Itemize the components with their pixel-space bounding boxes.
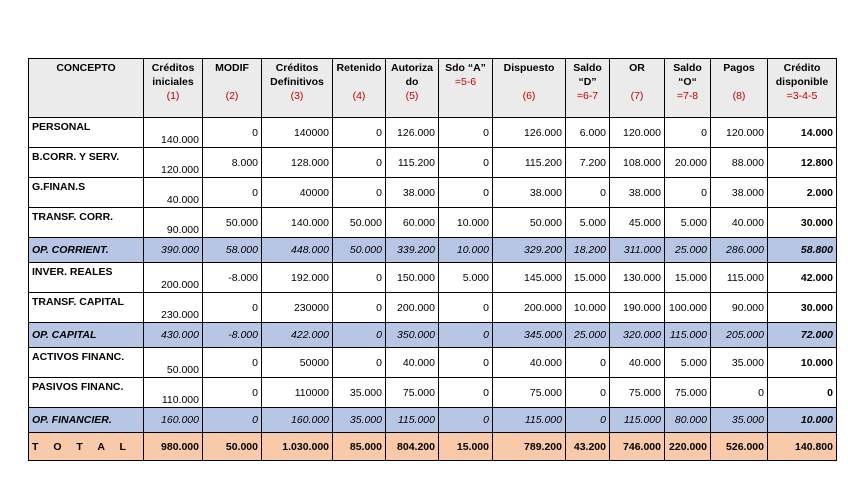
table-cell: 0 bbox=[768, 378, 837, 408]
table-cell: 30.000 bbox=[768, 293, 837, 323]
table-cell: 230000 bbox=[262, 293, 333, 323]
table-row bbox=[29, 148, 837, 178]
table-cell: -8.000 bbox=[203, 323, 262, 348]
table-cell: 140.800 bbox=[768, 433, 837, 461]
row-concept: PASIVOS FINANC. bbox=[29, 378, 144, 408]
table-cell: 230.000 bbox=[144, 293, 203, 323]
row-concept: B.CORR. Y SERV. bbox=[29, 148, 144, 178]
table-row bbox=[29, 378, 837, 408]
table-cell: 90.000 bbox=[144, 208, 203, 238]
table-cell: 0 bbox=[439, 293, 493, 323]
table-cell: 10.000 bbox=[768, 408, 837, 433]
table-cell: 311.000 bbox=[610, 238, 665, 263]
table-cell: 10.000 bbox=[439, 238, 493, 263]
column-header-title: MODIF bbox=[215, 62, 249, 74]
table-cell: 345.000 bbox=[493, 323, 566, 348]
table-cell: 0 bbox=[566, 348, 610, 378]
table-cell: 6.000 bbox=[566, 118, 610, 148]
table-cell: 40.000 bbox=[386, 348, 439, 378]
table-cell: 160.000 bbox=[144, 408, 203, 433]
table-cell: 200.000 bbox=[144, 263, 203, 293]
table-cell: 100.000 bbox=[665, 293, 711, 323]
table-cell: 448.000 bbox=[262, 238, 333, 263]
column-header-code: (5) bbox=[405, 90, 419, 102]
table-cell: 126.000 bbox=[493, 118, 566, 148]
table-cell: 0 bbox=[333, 148, 386, 178]
table-cell: 45.000 bbox=[610, 208, 665, 238]
table-cell: 15.000 bbox=[566, 263, 610, 293]
column-header-code: =7-8 bbox=[676, 90, 699, 102]
table-cell: 35.000 bbox=[333, 408, 386, 433]
table-cell: 115.000 bbox=[610, 408, 665, 433]
table-cell: 50.000 bbox=[333, 238, 386, 263]
table-cell: 0 bbox=[439, 178, 493, 208]
row-concept: ACTIVOS FINANC. bbox=[29, 348, 144, 378]
table-cell: 40000 bbox=[262, 178, 333, 208]
table-cell: 320.000 bbox=[610, 323, 665, 348]
table-cell: 75.000 bbox=[610, 378, 665, 408]
table-cell: 0 bbox=[203, 348, 262, 378]
table-cell: 526.000 bbox=[711, 433, 768, 461]
column-header bbox=[610, 59, 665, 118]
table-cell: 80.000 bbox=[665, 408, 711, 433]
table-cell: 980.000 bbox=[144, 433, 203, 461]
table-cell: 50.000 bbox=[333, 208, 386, 238]
row-concept: TRANSF. CAPITAL bbox=[29, 293, 144, 323]
table-cell: 40.000 bbox=[493, 348, 566, 378]
table-cell: 190.000 bbox=[610, 293, 665, 323]
total-row bbox=[29, 433, 837, 461]
table-cell: 58.800 bbox=[768, 238, 837, 263]
table-cell: 150.000 bbox=[386, 263, 439, 293]
column-header-code: (7) bbox=[630, 90, 644, 102]
column-header-title: Créditos iniciales bbox=[151, 62, 195, 88]
table-cell: 75.000 bbox=[493, 378, 566, 408]
table-cell: 120.000 bbox=[144, 148, 203, 178]
table-cell: 35.000 bbox=[711, 408, 768, 433]
table-cell: 0 bbox=[665, 178, 711, 208]
row-concept: G.FINAN.S bbox=[29, 178, 144, 208]
row-concept: TRANSF. CORR. bbox=[29, 208, 144, 238]
table-cell: 0 bbox=[439, 148, 493, 178]
table-cell: 108.000 bbox=[610, 148, 665, 178]
table-cell: 15.000 bbox=[665, 263, 711, 293]
column-header bbox=[665, 59, 711, 118]
table-cell: 120.000 bbox=[610, 118, 665, 148]
table-cell: 0 bbox=[203, 118, 262, 148]
table-cell: 10.000 bbox=[566, 293, 610, 323]
table-cell: 35.000 bbox=[711, 348, 768, 378]
table-cell: 0 bbox=[439, 348, 493, 378]
table-cell: 50.000 bbox=[203, 208, 262, 238]
table-cell: 192.000 bbox=[262, 263, 333, 293]
table-cell: 329.200 bbox=[493, 238, 566, 263]
table-cell: 430.000 bbox=[144, 323, 203, 348]
table-cell: 115.000 bbox=[493, 408, 566, 433]
table-cell: 115.000 bbox=[665, 323, 711, 348]
table-cell: 58.000 bbox=[203, 238, 262, 263]
table-cell: 0 bbox=[333, 178, 386, 208]
table-cell: 0 bbox=[333, 323, 386, 348]
table-cell: 746.000 bbox=[610, 433, 665, 461]
table-cell: 130.000 bbox=[610, 263, 665, 293]
column-header bbox=[566, 59, 610, 118]
table-row bbox=[29, 263, 837, 293]
column-header-title: Autoriza do bbox=[391, 62, 433, 88]
table-cell: 15.000 bbox=[439, 433, 493, 461]
table-cell: 0 bbox=[203, 408, 262, 433]
column-header-title: CONCEPTO bbox=[56, 62, 116, 74]
table-cell: 8.000 bbox=[203, 148, 262, 178]
table-row bbox=[29, 293, 837, 323]
column-header bbox=[711, 59, 768, 118]
column-header-title: Saldo “O“ bbox=[673, 62, 702, 88]
column-header-code: (2) bbox=[225, 90, 239, 102]
column-header-title: Crédito disponible bbox=[775, 62, 829, 88]
column-header bbox=[439, 59, 493, 118]
table-cell: 286.000 bbox=[711, 238, 768, 263]
table-cell: 72.000 bbox=[768, 323, 837, 348]
table-cell: 0 bbox=[665, 118, 711, 148]
table-cell: 42.000 bbox=[768, 263, 837, 293]
column-header-code: (8) bbox=[732, 90, 746, 102]
table-header bbox=[29, 59, 837, 118]
table-cell: 390.000 bbox=[144, 238, 203, 263]
table-cell: 5.000 bbox=[566, 208, 610, 238]
table-body bbox=[29, 118, 837, 461]
table-cell: 75.000 bbox=[665, 378, 711, 408]
table-cell: 0 bbox=[711, 378, 768, 408]
table-cell: 10.000 bbox=[439, 208, 493, 238]
table-cell: 5.000 bbox=[665, 208, 711, 238]
table-cell: 35.000 bbox=[333, 378, 386, 408]
table-cell: 120.000 bbox=[711, 118, 768, 148]
row-concept: OP. FINANCIER. bbox=[29, 408, 144, 433]
subtotal-row bbox=[29, 408, 837, 433]
column-header-title: Pagos bbox=[723, 62, 755, 74]
table-cell: 14.000 bbox=[768, 118, 837, 148]
table-cell: 126.000 bbox=[386, 118, 439, 148]
table-cell: 0 bbox=[203, 378, 262, 408]
column-header-title: Sdo “A” bbox=[445, 62, 486, 74]
column-header-title: Créditos Definitivos bbox=[270, 62, 324, 88]
table-cell: 50.000 bbox=[203, 433, 262, 461]
table-cell: 88.000 bbox=[711, 148, 768, 178]
column-header bbox=[333, 59, 386, 118]
table-cell: 140.000 bbox=[262, 208, 333, 238]
table-cell: 200.000 bbox=[386, 293, 439, 323]
table-cell: 0 bbox=[439, 408, 493, 433]
table-cell: 25.000 bbox=[566, 323, 610, 348]
table-cell: 339.200 bbox=[386, 238, 439, 263]
table-cell: 2.000 bbox=[768, 178, 837, 208]
table-cell: 205.000 bbox=[711, 323, 768, 348]
table-cell: 38.000 bbox=[711, 178, 768, 208]
table-cell: 220.000 bbox=[665, 433, 711, 461]
column-header bbox=[144, 59, 203, 118]
table-cell: 350.000 bbox=[386, 323, 439, 348]
table-row bbox=[29, 208, 837, 238]
row-concept: PERSONAL bbox=[29, 118, 144, 148]
table-cell: 90.000 bbox=[711, 293, 768, 323]
table-cell: 75.000 bbox=[386, 378, 439, 408]
column-header-code: =5-6 bbox=[454, 76, 477, 88]
table-cell: 43.200 bbox=[566, 433, 610, 461]
column-header bbox=[493, 59, 566, 118]
table-cell: 50000 bbox=[262, 348, 333, 378]
row-concept: OP. CORRIENT. bbox=[29, 238, 144, 263]
table-cell: 115.000 bbox=[711, 263, 768, 293]
table-cell: 0 bbox=[439, 118, 493, 148]
table-cell: 0 bbox=[203, 293, 262, 323]
table-cell: 145.000 bbox=[493, 263, 566, 293]
table-cell: 30.000 bbox=[768, 208, 837, 238]
table-cell: 38.000 bbox=[493, 178, 566, 208]
table-cell: 40.000 bbox=[610, 348, 665, 378]
table-cell: 0 bbox=[333, 348, 386, 378]
row-concept: T O T A L bbox=[29, 433, 144, 461]
table-cell: 110.000 bbox=[144, 378, 203, 408]
table-cell: 0 bbox=[333, 293, 386, 323]
column-header bbox=[29, 59, 144, 118]
table-cell: 20.000 bbox=[665, 148, 711, 178]
subtotal-row bbox=[29, 323, 837, 348]
table-cell: 115.200 bbox=[386, 148, 439, 178]
table-cell: 5.000 bbox=[665, 348, 711, 378]
table-cell: 50.000 bbox=[144, 348, 203, 378]
column-header-code: =6-7 bbox=[576, 90, 599, 102]
column-header-title: Retenido bbox=[336, 62, 382, 74]
column-header-code: =3-4-5 bbox=[786, 90, 818, 102]
table-cell: 0 bbox=[333, 263, 386, 293]
table-cell: 40.000 bbox=[711, 208, 768, 238]
table-cell: 0 bbox=[566, 378, 610, 408]
table-cell: 789.200 bbox=[493, 433, 566, 461]
budget-table bbox=[28, 58, 837, 461]
table-row bbox=[29, 118, 837, 148]
table-row bbox=[29, 178, 837, 208]
table-cell: 0 bbox=[203, 178, 262, 208]
table-cell: 160.000 bbox=[262, 408, 333, 433]
table-cell: 5.000 bbox=[439, 263, 493, 293]
table-cell: 10.000 bbox=[768, 348, 837, 378]
column-header-code: (3) bbox=[290, 90, 304, 102]
table-cell: 804.200 bbox=[386, 433, 439, 461]
table-cell: 200.000 bbox=[493, 293, 566, 323]
table-cell: 85.000 bbox=[333, 433, 386, 461]
table-cell: 128.000 bbox=[262, 148, 333, 178]
table-cell: 12.800 bbox=[768, 148, 837, 178]
table-cell: 0 bbox=[439, 323, 493, 348]
table-cell: 18.200 bbox=[566, 238, 610, 263]
column-header bbox=[768, 59, 837, 118]
table-cell: 40.000 bbox=[144, 178, 203, 208]
row-concept: OP. CAPITAL bbox=[29, 323, 144, 348]
table-cell: 1.030.000 bbox=[262, 433, 333, 461]
subtotal-row bbox=[29, 238, 837, 263]
table-row bbox=[29, 348, 837, 378]
column-header-title: Saldo “D” bbox=[573, 62, 602, 88]
row-concept: INVER. REALES bbox=[29, 263, 144, 293]
table-cell: 140000 bbox=[262, 118, 333, 148]
table-cell: -8.000 bbox=[203, 263, 262, 293]
table-cell: 0 bbox=[333, 118, 386, 148]
column-header bbox=[203, 59, 262, 118]
table-cell: 115.000 bbox=[386, 408, 439, 433]
table-cell: 140.000 bbox=[144, 118, 203, 148]
column-header bbox=[262, 59, 333, 118]
column-header-code: (1) bbox=[166, 90, 180, 102]
table-cell: 0 bbox=[566, 408, 610, 433]
table-cell: 38.000 bbox=[386, 178, 439, 208]
column-header-title: OR bbox=[629, 62, 645, 74]
table-cell: 7.200 bbox=[566, 148, 610, 178]
header-row bbox=[29, 59, 837, 118]
table-cell: 38.000 bbox=[610, 178, 665, 208]
column-header-title: Dispuesto bbox=[503, 62, 555, 74]
table-cell: 25.000 bbox=[665, 238, 711, 263]
table-cell: 0 bbox=[439, 378, 493, 408]
table-cell: 110000 bbox=[262, 378, 333, 408]
table-cell: 60.000 bbox=[386, 208, 439, 238]
table-cell: 0 bbox=[566, 178, 610, 208]
column-header-code: (4) bbox=[352, 90, 366, 102]
table-cell: 115.200 bbox=[493, 148, 566, 178]
column-header bbox=[386, 59, 439, 118]
column-header-code: (6) bbox=[522, 90, 536, 102]
table-cell: 50.000 bbox=[493, 208, 566, 238]
table-cell: 422.000 bbox=[262, 323, 333, 348]
